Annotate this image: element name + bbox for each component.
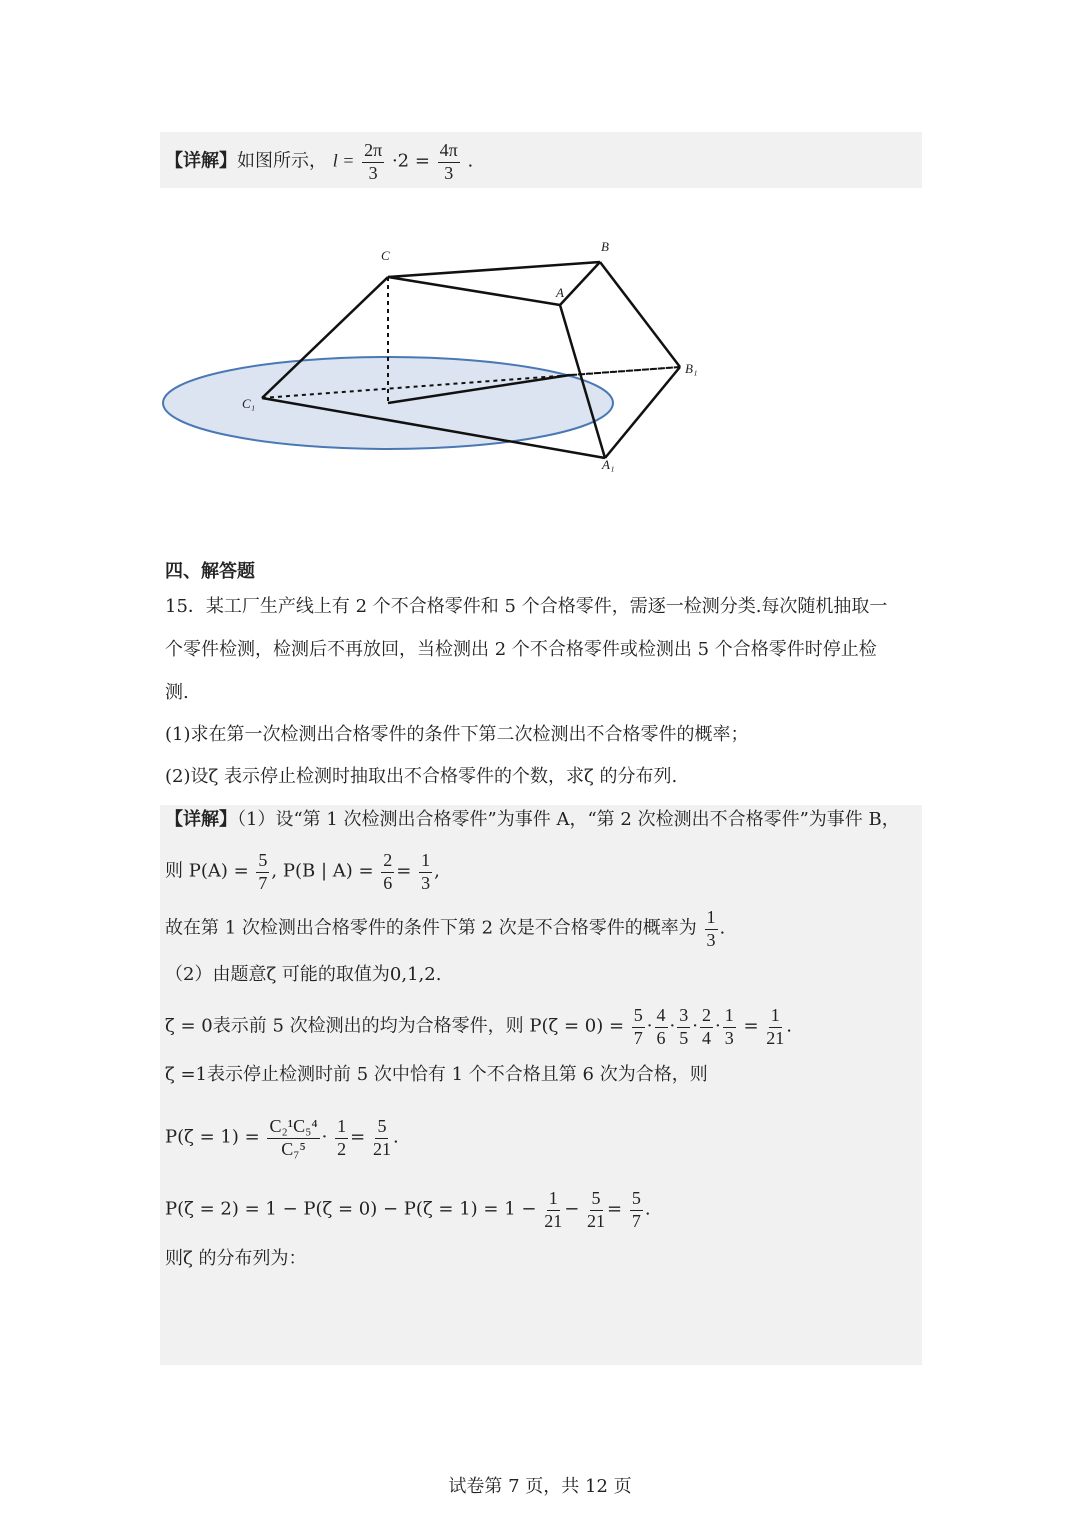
den: 4	[701, 1027, 711, 1048]
text: =	[743, 1015, 759, 1037]
den: 7	[258, 872, 268, 893]
solution-line	[165, 811, 900, 829]
fraction	[766, 1005, 784, 1048]
den: 6	[656, 1027, 666, 1048]
text: .	[392, 1126, 399, 1148]
num: 3	[677, 1005, 690, 1028]
question-line: (2)设ζ 表示停止检测时抽取出不合格零件的个数，求ζ 的分布列.	[165, 766, 678, 787]
num: 4	[655, 1005, 668, 1028]
label-A: A	[556, 285, 564, 300]
num: 1	[705, 907, 718, 930]
fraction	[381, 850, 394, 893]
page-footer: 试卷第 7 页，共 12 页	[448, 1476, 632, 1497]
text: =	[396, 860, 412, 882]
solution-line: （2）由题意ζ 可能的取值为0,1,2.	[165, 964, 442, 985]
fraction	[632, 1005, 645, 1048]
edge-BB1	[600, 262, 680, 367]
solution-line	[165, 1116, 399, 1159]
label-B: B	[601, 239, 609, 254]
text: 如图所示，	[237, 150, 327, 172]
edge-CA	[388, 277, 560, 305]
num: 2π	[362, 140, 384, 163]
section-title: 四、解答题	[165, 561, 255, 582]
text: .	[786, 1015, 793, 1037]
num: 5	[630, 1188, 643, 1211]
solution-line	[165, 850, 440, 893]
den: 2	[337, 1138, 347, 1159]
fraction	[655, 1005, 668, 1048]
fraction	[587, 1188, 605, 1231]
den: 3	[421, 872, 431, 893]
den: 7	[631, 1210, 641, 1231]
num: 5	[375, 1116, 388, 1139]
question-line: 测.	[165, 682, 189, 703]
den: 3	[724, 1027, 734, 1048]
text: .	[644, 1198, 651, 1220]
question-line: 个零件检测，检测后不再放回，当检测出 2 个不合格零件或检测出 5 个合格零件时停止检	[165, 639, 877, 660]
fraction	[419, 850, 432, 893]
text: .	[467, 150, 474, 172]
den: 3	[444, 162, 454, 183]
fraction	[544, 1188, 562, 1231]
text: ,	[434, 860, 440, 882]
den: 3	[368, 162, 378, 183]
text: .	[719, 917, 726, 939]
solution-line: 则ζ 的分布列为：	[165, 1248, 307, 1269]
den: 5	[679, 1027, 689, 1048]
text: =	[350, 1126, 366, 1148]
num: 2	[700, 1005, 713, 1028]
geometry-figure	[150, 230, 730, 490]
den: 7	[633, 1027, 643, 1048]
num: 5	[256, 850, 269, 873]
num: 1	[769, 1005, 782, 1028]
den: C₇⁵	[281, 1138, 306, 1159]
label-A1: A₁	[602, 457, 615, 472]
num: 1	[419, 850, 432, 873]
math: ·2 =	[391, 150, 430, 172]
text: −	[564, 1198, 580, 1220]
label-C: C	[381, 248, 390, 263]
num: 5	[590, 1188, 603, 1211]
fraction	[677, 1005, 690, 1048]
den: 6	[383, 872, 393, 893]
fraction	[373, 1116, 391, 1159]
text: 故在第 1 次检测出合格零件的条件下第 2 次是不合格零件的概率为	[165, 917, 697, 939]
math: l =	[332, 150, 355, 171]
fraction	[267, 1116, 319, 1159]
label-B1: B₁	[685, 361, 698, 376]
text: ζ = 0表示前 5 次检测出的均为合格零件，则 P(ζ = 0) =	[165, 1015, 625, 1037]
text: ·	[321, 1126, 328, 1148]
num: 5	[632, 1005, 645, 1028]
num: 1	[335, 1116, 348, 1139]
solution-line: ζ =1表示停止检测时前 5 次中恰有 1 个不合格且第 6 次为合格，则	[165, 1064, 708, 1085]
fraction	[700, 1005, 713, 1048]
den: 3	[706, 929, 716, 950]
den: 21	[372, 1138, 391, 1159]
den: 21	[766, 1027, 785, 1048]
den: 21	[544, 1210, 563, 1231]
solution-line	[165, 907, 725, 950]
solution-line	[165, 1188, 651, 1231]
text: P(ζ = 1) =	[165, 1126, 260, 1148]
num: 4π	[438, 140, 460, 163]
question-line: 15．某工厂生产线上有 2 个不合格零件和 5 个合格零件，需逐一检测分类.每次随机抽取一	[165, 596, 888, 617]
question-line: (1)求在第一次检测出合格零件的条件下第二次检测出不合格零件的概率；	[165, 724, 749, 745]
text: （1）设“第 1 次检测出合格零件”为事件 A，“第 2 次检测出不合格零件”为事件 B，	[237, 809, 900, 830]
text: P(ζ = 2) = 1 − P(ζ = 0) − P(ζ = 1) = 1 −	[165, 1198, 537, 1220]
solution-line: ζ = 0表示前 5 次检测出的均为合格零件，则 P(ζ = 0) = $\frac{5}{7}$ · $\frac{4}{6}$ · $\frac{3}{5}$ · $\frac{2}{4}$ · $\frac{1}{3}$ = $\frac{1}{21}$ .	[165, 1005, 793, 1048]
edge-AB	[560, 262, 600, 305]
fraction	[438, 140, 460, 183]
num: 1	[547, 1188, 560, 1211]
text: , P(B | A) =	[271, 860, 374, 882]
fraction	[705, 907, 718, 950]
den: 21	[587, 1210, 606, 1231]
edge-B1A1	[605, 367, 680, 458]
label-C1: C₁	[242, 396, 256, 411]
fraction	[335, 1116, 348, 1159]
solution-label: 【详解】	[165, 150, 237, 172]
top-solution-line	[165, 140, 473, 183]
text: =	[607, 1198, 623, 1220]
edge-CB	[388, 262, 600, 277]
text: 则 P(A) =	[165, 860, 249, 882]
fraction	[256, 850, 269, 893]
num: C₂¹C₅⁴	[267, 1116, 319, 1139]
fraction	[723, 1005, 736, 1048]
solution-label: 【详解】	[165, 809, 237, 830]
num: 1	[723, 1005, 736, 1028]
fraction	[630, 1188, 643, 1231]
num: 2	[381, 850, 394, 873]
fraction	[362, 140, 384, 183]
